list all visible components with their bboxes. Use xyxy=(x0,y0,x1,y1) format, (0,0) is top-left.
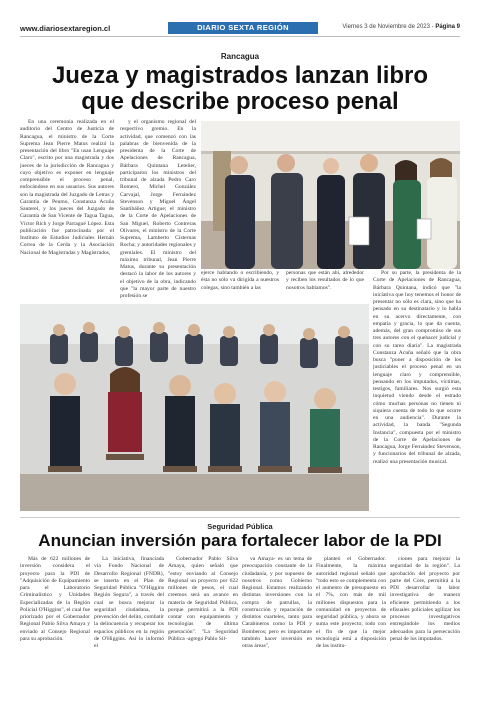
article2-column-1 xyxy=(20,556,90,704)
article1-column-3 xyxy=(201,270,279,298)
page-number: Página 9 xyxy=(435,24,460,30)
section-divider xyxy=(20,517,460,518)
issue-date xyxy=(342,24,460,30)
article1-col2-text: y el organismo regional del respectivo gremio. En la actividad, que comenzó con las palabras de bienvenida de la presidenta de la Corte de Apelaciones de Rancagua, Bárbara Quintana Letelier, participaron los ministros del tribunal de alzada Pedro Caro Romero, Michel González Carvajal, Jorge Fernández Stevenson y Miguel Ángel Santibáñez Artigue; el ministro de la Corte de Apelaciones de San Miguel, Roberto Contreras Olivares, el ministro de la Corte Suprema, Lamberto Cisternas Rocha; y autoridades regionales y gremiales. El ministro del máximo tribunal, Jean Pierre Matus, durante su presentación destacó la labor de los autores y el objetivo de la obra, indicando que "la mayor parte de nuestro profesión se xyxy=(120,119,196,299)
article2-col6-text: ciones para mejorar la seguridad de la región". La aprobación del proyecto por parte del Core, permitirá a la PDI desarrollar la labor investigativa de manera eficiente permitiendo a los efísuales policiales agilizar los procesos investigativos entregándole los medios adecuados para la persecución penal de los imputados. xyxy=(390,556,460,642)
article2-col3-text: Gobernador Pablo Silva Amaya, quien señaló que "estoy enviando al Consejo Regional un proyecto por 622 millones de pesos, el cual creemos será un avance en materia de Seguridad Pública, porque permitirá a la PDI contar con equipamiento y tecnologías de última generación". "La Seguridad Pública -agregó Pablo Sil- xyxy=(168,556,238,642)
article1-column-4 xyxy=(286,270,364,298)
article1-col5-text: Por su parte, la presidenta de la Corte de Apelaciones de Rancagua, Bárbara Quintana, indicó que "la iniciativa que hoy tenemos el honor de presentar no sólo es clara, sino que ha pensado en su destinatario y lo habla en su acervo directamente, con empatía y gracia, lo que da cuenta, además, del gran compromiso de sus tres autores con el quehacer judicial y con su tarea diaria". La magistrada Constanza Acuña señaló que la obra busca "poner a disposición de los justiciables el proceso penal en un lenguaje claro y comprensible, pensando en los imputados, víctimas, testigos, familiares. Nos surgió esta inquietud viendo desde el estrado cómo muchas personas no tienen ni siquiera cuenta de todo lo que ocurre en una audiencia". Durante la actividad, la banda "Segunda Instancia", compuesta por el ministro de la Corte de Apelaciones de Rancagua, Jorge Fernández Stevenson, y funcionarios del tribunal de alzada, realizó una presentación musical. xyxy=(373,270,461,465)
site-url: www.diariosextaregion.cl xyxy=(20,24,111,33)
date-text: Viernes 3 de Noviembre de 2023 - xyxy=(342,24,434,30)
article2-col1-text: Más de 622 millones de inversión considera el proyecto para la PDI de "Adquisición de Equipamiento para el Laboratorio Criminalístico y Unidades Especializadas de la Región Policial O'Higgins", el cual fue priorizado por el Gobernador Regional Pablo Silva Amaya y enviado al Consejo Regional para su aprobación. xyxy=(20,556,90,642)
article1-headline-line2: que describe proceso penal xyxy=(81,88,399,115)
article1-col4-text: personas que están ahí, alrededor y reciben los resultados de lo que nosotros hablamos". xyxy=(286,270,364,291)
article2-col2-text: La iniciativa, financiada vía Fondo Nacional de Desarrollo Regional (FNDR), se inserta en el Plan de Seguridad Pública "O'Higgins Región Segura", a través del cual se busca mejorar la seguridad ciudadana, la prevención del delito, combatir la delincuencia y recuperar los espacios públicos en la región de O'Higgins. Así lo informó el xyxy=(94,556,164,649)
article2-column-6 xyxy=(390,556,460,704)
newspaper-name: DIARIO SEXTA REGIÓN xyxy=(168,22,318,34)
article2-kicker: Seguridad Pública xyxy=(207,522,273,531)
article2-column-5 xyxy=(316,556,386,704)
article1-kicker: Rancagua xyxy=(220,52,260,61)
audience-photo xyxy=(20,304,369,511)
article2-col4-text: va Amaya- es un tema de preocupación constante de la ciudadanía, y por supuesto de nosotros como Gobierno Regional. Estamos realizando distintas inversiones con la compra de patrullas, la construcción y reparación de distintos cuarteles, tanto para Carabineros como la PDI y Bomberos; pero es importante también hacer inversión en otras áreas", xyxy=(242,556,312,649)
header-rule xyxy=(20,36,460,37)
article1-col1-text: En una ceremonia realizada en el auditorio del Centro de Justicia de Rancagua, el ministro de la Corte Suprema Jean Pierre Matus realizó la presentación del libro "En usan Lenguaje Claro", escrito por una magistrada y dos jueces de la jurisdicción de Rancagua y cuyo objetivo es exponer en lenguaje comprensible el proceso penal, enfocándose en sus usuarios. Sus autores son la magistrada del Juzgado de Letras y Garantía de Peumo, Constanza Acuña Sauterel, y los jueces del Juzgado de Garantía de San Vicente de Tagua Tagua, Víctor Rich y Jorge Parragué López. Esta publicación fue patrocinada por el Instituto de Estudios Judiciales Hernán Correa de la Cerda y la Asociación Nacional de Magistradas y Magistrados, xyxy=(20,119,114,256)
article1-headline-line1: Jueza y magistrados lanzan libro xyxy=(51,62,429,89)
article2-column-4 xyxy=(242,556,312,704)
article2-column-3 xyxy=(168,556,238,704)
authors-group-photo xyxy=(201,121,460,269)
article2-headline: Anuncian inversión para fortalecer labor de la PDI xyxy=(38,531,442,550)
article2-column-2 xyxy=(94,556,164,704)
article1-col3-text: ejerce hablando o escribiendo, y ésta no sólo va dirigida a nuestros colegas, sino también a las xyxy=(201,270,279,291)
article1-column-5 xyxy=(373,270,461,515)
article2-col5-text: planteó el Gobernador. Finalmente, la máxima autoridad regional señaló que "todo esto se complementa con el aumento de presupuesto en el 7%, con más de mil millones dispuestos para la comunidad en proyectos de seguridad pública, y ahora se suma este proyecto; todo con el fin de que la mejor tecnología está a disposición de las institu- xyxy=(316,556,386,649)
